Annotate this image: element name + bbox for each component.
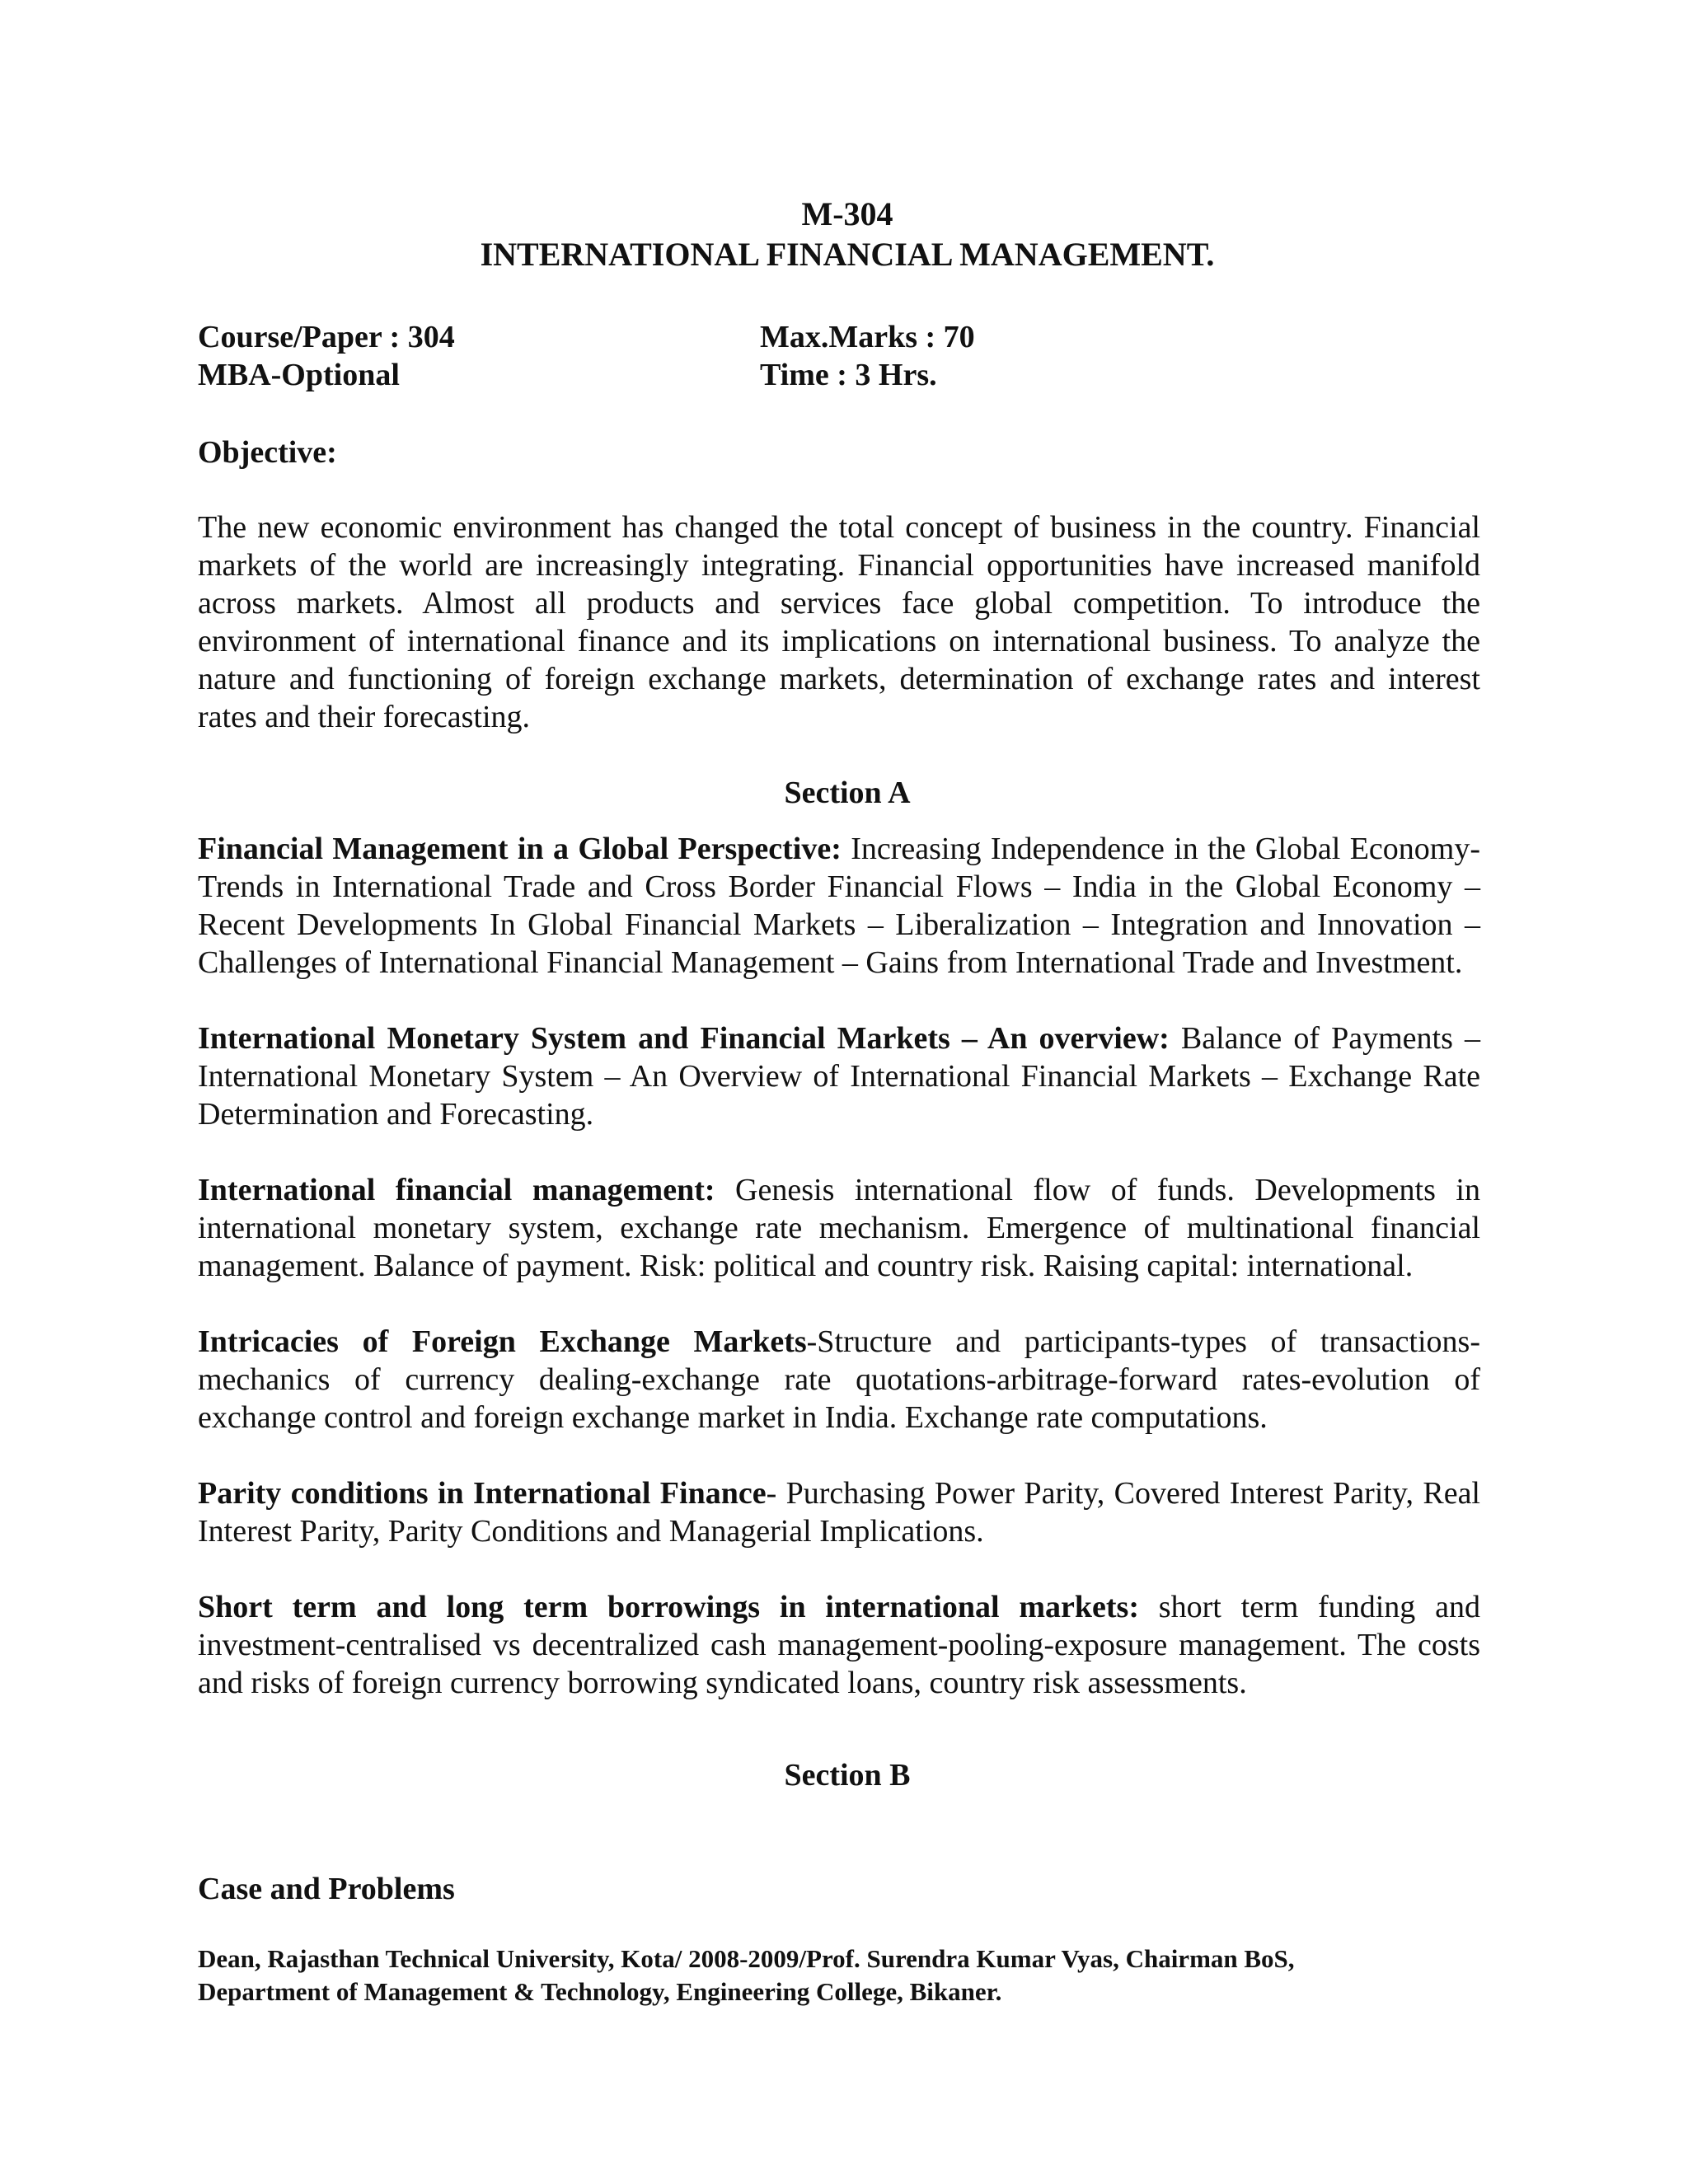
topic-lead: Parity conditions in International Finance: [198, 1476, 767, 1511]
case-and-problems-heading: Case and Problems: [198, 1872, 455, 1906]
course-title: INTERNATIONAL FINANCIAL MANAGEMENT.: [480, 236, 1215, 273]
course-meta: [198, 318, 1480, 394]
max-marks: Max.Marks : 70: [760, 320, 975, 354]
topic-text: - Purchasing Power Parity, Covered Interest Parity, Real Interest Parity, Parity Conditions and Managerial Implications.: [198, 1476, 1480, 1549]
section-a-heading: Section A: [784, 776, 911, 810]
topic-parity-conditions: [198, 1474, 1480, 1550]
topic-text: short term funding and investment-centralised vs decentralized cash management-pooling-exposure management. The costs and risks of foreign currency borrowing syndicated loans, country risk assessments.: [198, 1590, 1481, 1700]
topic-lead: International financial management:: [198, 1173, 715, 1207]
objective-text: The new economic environment has changed the total concept of business in the country. Financial markets of the world are increasingly integrating. Financial opportunities have increased manifold across markets. Almost all products and services face global competition. To introduce the environment of international finance and its implications on international business. To analyze the nature and functioning of foreign exchange markets, determination of exchange rates and interest rates and their forecasting.: [198, 510, 1480, 734]
meta-row-2: [198, 356, 1480, 394]
topic-text: Genesis international flow of funds. Developments in international monetary system, exchange rate mechanism. Emergence of multinational financial management. Balance of payment. Risk: political and country risk. Raising capital: international.: [198, 1173, 1480, 1283]
topic-text: Increasing Independence in the Global Economy-Trends in International Trade and Cross Border Financial Flows – India in the Global Economy – Recent Developments In Global Financial Markets – Liberalization – Integration and Innovation – Challenges of International Financial Management – Gains from International Trade and Investment.: [198, 832, 1480, 980]
meta-row-1: [198, 318, 1480, 356]
course-paper: Course/Paper : 304: [198, 320, 455, 354]
footer-line-1: Dean, Rajasthan Technical University, Kota/ 2008-2009/Prof. Surendra Kumar Vyas, Chairman BoS,: [198, 1944, 1295, 1973]
topic-international-fm: [198, 1171, 1480, 1285]
topic-forex-markets: [198, 1323, 1480, 1436]
syllabus-page: [198, 194, 1480, 2008]
course-code: M-304: [801, 195, 893, 232]
footer: [198, 1943, 1480, 2008]
topic-lead: Intricacies of Foreign Exchange Markets: [198, 1324, 807, 1359]
objective-heading: Objective:: [198, 435, 337, 470]
topic-text: -Structure and participants-types of transactions-mechanics of currency dealing-exchange rate quotations-arbitrage-forward rates-evolution of exchange control and foreign exchange market in India. Exchange rate computations.: [198, 1324, 1480, 1435]
topic-monetary-system: [198, 1019, 1480, 1133]
topic-borrowings: [198, 1588, 1480, 1702]
footer-line-2: Department of Management & Technology, Engineering College, Bikaner.: [198, 1977, 1002, 2006]
section-b-heading: Section B: [784, 1758, 911, 1793]
topic-lead: Financial Management in a Global Perspective:: [198, 832, 842, 866]
topic-lead: International Monetary System and Financial Markets – An overview:: [198, 1021, 1170, 1056]
topic-global-perspective: [198, 830, 1480, 982]
exam-time: Time : 3 Hrs.: [760, 358, 937, 392]
program: MBA-Optional: [198, 358, 400, 392]
topic-lead: Short term and long term borrowings in international markets:: [198, 1590, 1139, 1624]
topic-text: Balance of Payments – International Monetary System – An Overview of International Financial Markets – Exchange Rate Determination and Forecasting.: [198, 1021, 1480, 1132]
